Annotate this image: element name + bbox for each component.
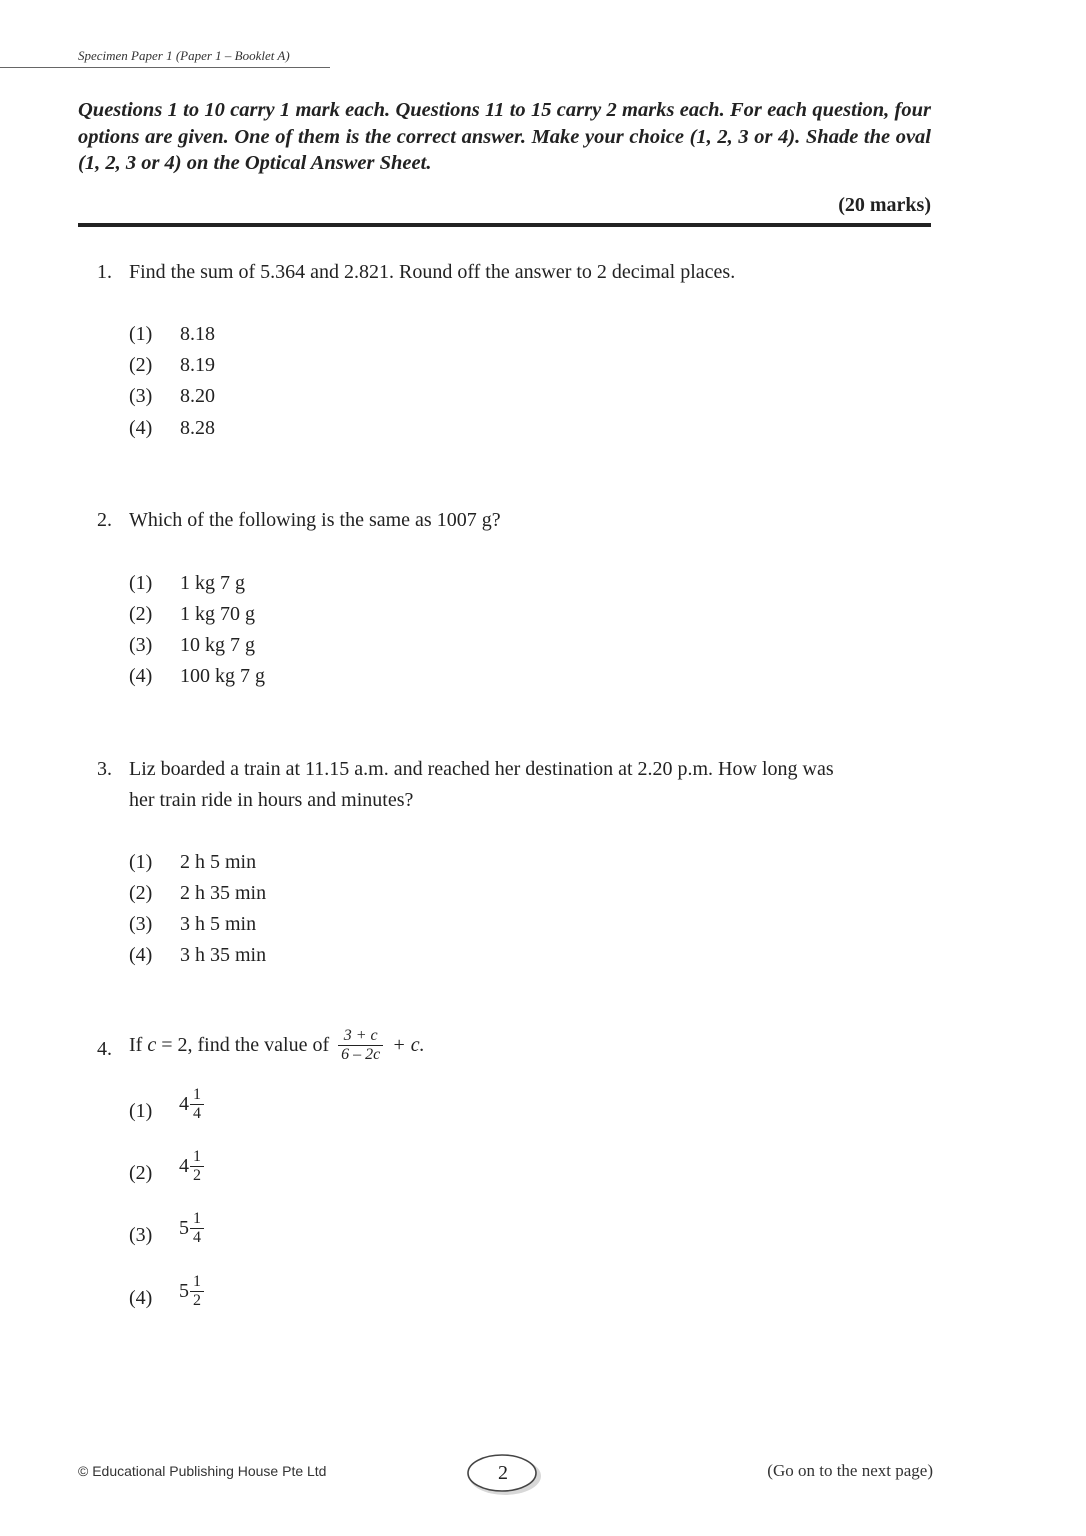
option-label: (3) <box>129 913 153 935</box>
question-text: Find the sum of 5.364 and 2.821. Round off the answer to 2 decimal places. <box>129 261 736 283</box>
option-value: 1 kg 70 g <box>180 603 255 625</box>
fraction-denominator: 4 <box>190 1228 204 1247</box>
page-number: 2 <box>498 1462 508 1484</box>
option-label: (3) <box>129 385 153 407</box>
mixed-whole: 5 <box>179 1280 189 1302</box>
option-mixed-number <box>179 1210 204 1247</box>
total-marks: (20 marks) <box>838 194 931 216</box>
option-label: (4) <box>129 944 153 966</box>
option-label: (2) <box>129 882 153 904</box>
mixed-fraction <box>190 1210 204 1247</box>
option-value: 2 h 35 min <box>180 882 267 904</box>
option-value: 1 kg 7 g <box>180 572 245 594</box>
header-rule <box>0 67 330 68</box>
mixed-fraction <box>190 1273 204 1310</box>
option-label: (1) <box>129 851 153 873</box>
option-label: (4) <box>129 665 153 687</box>
option-label: (2) <box>129 1162 153 1184</box>
fraction-denominator: 2 <box>190 1291 204 1310</box>
question-number: 1. <box>97 261 112 283</box>
fraction-numerator: 1 <box>193 1086 201 1103</box>
option-label: (2) <box>129 603 153 625</box>
fraction-denominator: 4 <box>190 1104 204 1123</box>
option-value: 3 h 5 min <box>180 913 257 935</box>
question-text <box>129 1027 425 1064</box>
question-text-line-2: her train ride in hours and minutes? <box>129 789 414 811</box>
fraction-numerator: 1 <box>193 1273 201 1290</box>
question-number: 3. <box>97 758 112 780</box>
question-text-prefix: If <box>129 1034 148 1056</box>
option-mixed-number <box>179 1273 204 1310</box>
question-text-mid: = 2, find the value of <box>156 1034 335 1056</box>
section-divider <box>78 223 931 227</box>
question-text-suffix: + c. <box>387 1034 425 1056</box>
option-label: (4) <box>129 417 153 439</box>
option-label: (2) <box>129 354 153 376</box>
option-label: (3) <box>129 634 153 656</box>
option-label: (1) <box>129 1100 153 1122</box>
instructions-text: Questions 1 to 10 carry 1 mark each. Questions 11 to 15 carry 2 marks each. For each question, four options are given. One of them is the correct answer. Make your choice (1, 2, 3 or 4). Shade the oval (1, 2, 3 or 4) on the Optical Answer Sheet. <box>78 99 931 174</box>
question-text: Which of the following is the same as 1007 g? <box>129 509 501 531</box>
option-value: 8.20 <box>180 385 215 407</box>
option-value: 2 h 5 min <box>180 851 257 873</box>
option-value: 10 kg 7 g <box>180 634 255 656</box>
page-number-badge <box>466 1452 544 1498</box>
fraction-denominator: 6 – 2c <box>338 1045 383 1064</box>
copyright-notice: © Educational Publishing House Pte Ltd <box>78 1463 327 1479</box>
option-label: (3) <box>129 1224 153 1246</box>
expression-fraction <box>338 1027 383 1064</box>
page-header: Specimen Paper 1 (Paper 1 – Booklet A) <box>78 48 290 63</box>
fraction-numerator: 1 <box>193 1148 201 1165</box>
mixed-whole: 4 <box>179 1093 189 1115</box>
question-text-line-1: Liz boarded a train at 11.15 a.m. and reached her destination at 2.20 p.m. How long was <box>129 758 834 780</box>
option-value: 100 kg 7 g <box>180 665 265 687</box>
option-label: (1) <box>129 323 153 345</box>
option-value: 8.18 <box>180 323 215 345</box>
mixed-whole: 4 <box>179 1155 189 1177</box>
option-mixed-number <box>179 1086 204 1123</box>
fraction-denominator: 2 <box>190 1166 204 1185</box>
option-mixed-number <box>179 1148 204 1185</box>
mixed-fraction <box>190 1148 204 1185</box>
variable-c: c <box>147 1034 157 1056</box>
option-value: 8.28 <box>180 417 215 439</box>
next-page-note: (Go on to the next page) <box>767 1461 933 1480</box>
question-number: 2. <box>97 509 112 531</box>
option-value: 8.19 <box>180 354 215 376</box>
option-label: (4) <box>129 1287 153 1309</box>
option-label: (1) <box>129 572 153 594</box>
fraction-numerator: 1 <box>193 1210 201 1227</box>
option-value: 3 h 35 min <box>180 944 267 966</box>
fraction-numerator: 3 + c <box>343 1027 378 1044</box>
question-number: 4. <box>97 1038 112 1060</box>
mixed-fraction <box>190 1086 204 1123</box>
mixed-whole: 5 <box>179 1217 189 1239</box>
